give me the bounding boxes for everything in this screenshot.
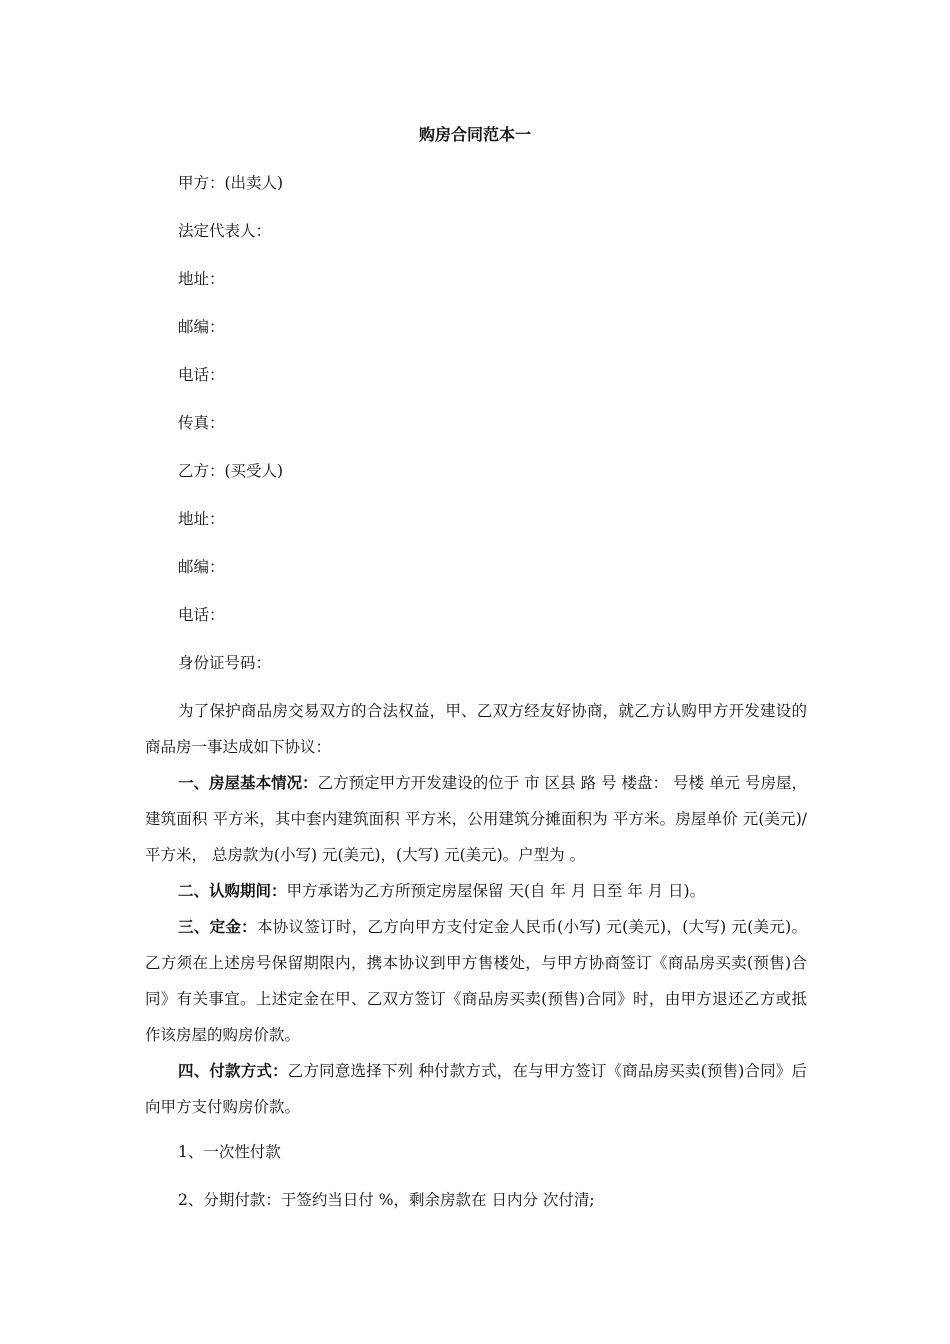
intro-paragraph: 为了保护商品房交易双方的合法权益，甲、乙双方经友好协商，就乙方认购甲方开发建设的商品房一事达成如下协议： — [145, 702, 807, 756]
section-text: 乙方同意选择下列 种付款方式，在与甲方签订《商品房买卖(预售)合同》后向甲方支付购房价款。 — [145, 1062, 807, 1116]
page-title: 购房合同范本一 — [418, 125, 531, 144]
section-heading: 四、付款方式： — [178, 1062, 288, 1080]
section-text: 乙方预定甲方开发建设的位于 市 区县 路 号 楼盘： 号楼 单元 号房屋，建筑面积 平方米，其中套内建筑面积 平方米，公用建筑分摊面积为 平方米。房屋单价 元(美元)/平方米， 总房款为(小写) 元(美元)，(大写) 元(美元)。户型为 。 — [145, 774, 807, 864]
party-a-label: 甲方：(出卖人) — [178, 174, 284, 192]
party-b-address: 地址： — [178, 510, 225, 528]
party-b-label: 乙方：(买受人) — [178, 462, 284, 480]
section-heading: 二、认购期间： — [178, 882, 287, 900]
section-text: 甲方承诺为乙方所预定房屋保留 天(自 年 月 日至 年 月 日)。 — [286, 882, 706, 900]
section-subscription-period — [145, 873, 807, 909]
section-heading: 三、定金： — [178, 918, 257, 936]
section-deposit — [145, 909, 807, 1053]
payment-option-2: 2、分期付款：于签约当日付 %，剩余房款在 日内分 次付清; — [178, 1191, 595, 1209]
party-a-address: 地址： — [178, 270, 225, 288]
party-a-phone: 电话： — [178, 366, 225, 384]
section-payment-method — [145, 1053, 807, 1125]
party-a-postcode: 邮编： — [178, 318, 225, 336]
section-text: 本协议签订时，乙方向甲方支付定金人民币(小写) 元(美元)，(大写) 元(美元)。乙方须在上述房号保留期限内，携本协议到甲方售楼处，与甲方协商签订《商品房买卖(预售)合同》有关事宜。上述定金在甲、乙双方签订《商品房买卖(预售)合同》时，由甲方退还乙方或抵作该房屋的购房价款。 — [145, 918, 807, 1044]
section-house-info — [145, 765, 807, 873]
party-b-postcode: 邮编： — [178, 558, 225, 576]
party-b-phone: 电话： — [178, 606, 225, 624]
payment-option-1: 1、一次性付款 — [178, 1143, 281, 1161]
section-heading: 一、房屋基本情况： — [178, 774, 318, 792]
party-b-id-number: 身份证号码： — [178, 654, 272, 672]
party-a-legal-rep: 法定代表人： — [178, 222, 272, 240]
party-a-fax: 传真： — [178, 414, 225, 432]
